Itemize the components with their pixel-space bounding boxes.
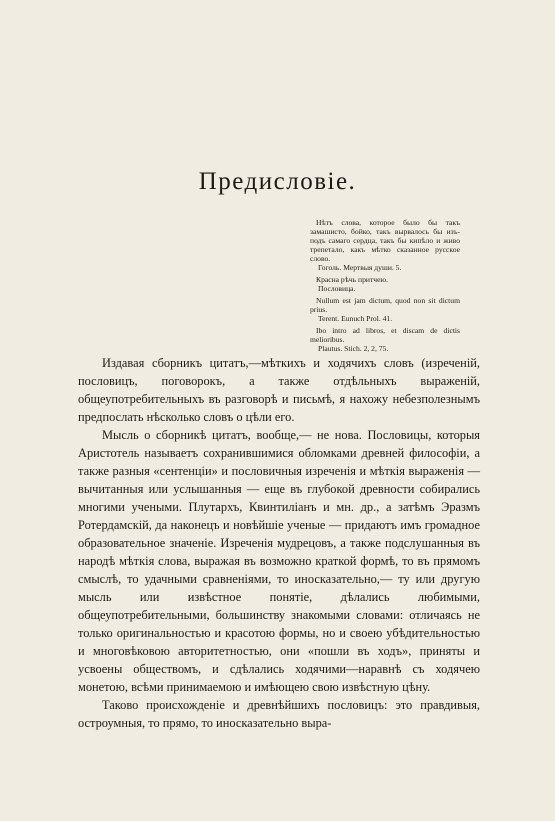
epigraph-text: Ibo intro ad libros, et discam de dictis melioribus. [310,326,460,344]
epigraph-text: Красна рѣчь притчею. [316,275,389,284]
epigraph-source: Terent. Eunuch Prol. 41. [318,314,393,323]
epigraph [310,296,460,323]
epigraph-text: Nullum est jam dictum, quod non sit dictum prius. [310,296,460,314]
paragraph: Мысль о сборникѣ цитатъ, вообще,— не нова. Пословицы, которыя Аристотель называетъ сохранившимися обломками древней философіи, а также разныя «сентенціи» и пословичныя изреченія и мѣткія выраженія — вычитанныя или услышанныя — еще въ глубокой древности собирались многими учеными. Плутархъ, Квинтиліанъ и мн. др., а затѣмъ Эразмъ Ротердамскій, да наконецъ и новѣйшіе ученые — придаютъ имъ громадное образовательное значеніе. Изреченія мудрецовъ, а также подслушанныя въ народѣ мѣткія слова, выражая въ возможно краткой формѣ, то въ прямомъ смыслѣ, то удачными сравненіями, то иносказательно,— ту или другую мысль или извѣстное понятіе, дѣлались любимыми, общеупотребительными, большинству знакомыми словами: отличаясь не только оригинальностью и красотою формы, но и своею убѣдительностью и многовѣковою авторитетностью, они «пошли въ ходъ», приняты и усвоены обществомъ, и сдѣлались ходячими—наравнѣ съ ходячею монетою, всѣми принимаемою и имѣющею свою извѣстную цѣну. [78,428,480,694]
paragraph: Таково происхожденіе и древнѣйшихъ пословицъ: это правдивыя, остроумныя, то прямо, то иносказательно выра- [78,698,480,730]
epigraph-source: Plautus. Stich. 2, 2, 75. [318,344,389,353]
epigraph-source: Пословица. [318,284,356,293]
epigraph-text: Нѣтъ слова, которое было бы такъ замашисто, бойко, такъ вырвалось бы изъ-подъ самаго сердца, такъ бы кипѣло и живо трепетало, какъ мѣтко сказанное русское слово. [310,218,460,263]
epigraph [310,326,460,353]
preface-body [78,354,480,732]
paragraph: Издавая сборникъ цитатъ,—мѣткихъ и ходячихъ словъ (изреченій, пословицъ, поговорокъ, а также отдѣльныхъ выраженій, общеупотребительныхъ въ разговорѣ и письмѣ, я нахожу небезполезнымъ предпослать нѣсколько словъ о цѣли его. [78,356,480,424]
page-title: Предисловіе. [198,168,357,195]
epigraph-source: Гоголь. Мертвыя души. 5. [318,263,402,272]
epigraphs [310,218,460,356]
epigraph [310,275,460,293]
epigraph [310,218,460,272]
